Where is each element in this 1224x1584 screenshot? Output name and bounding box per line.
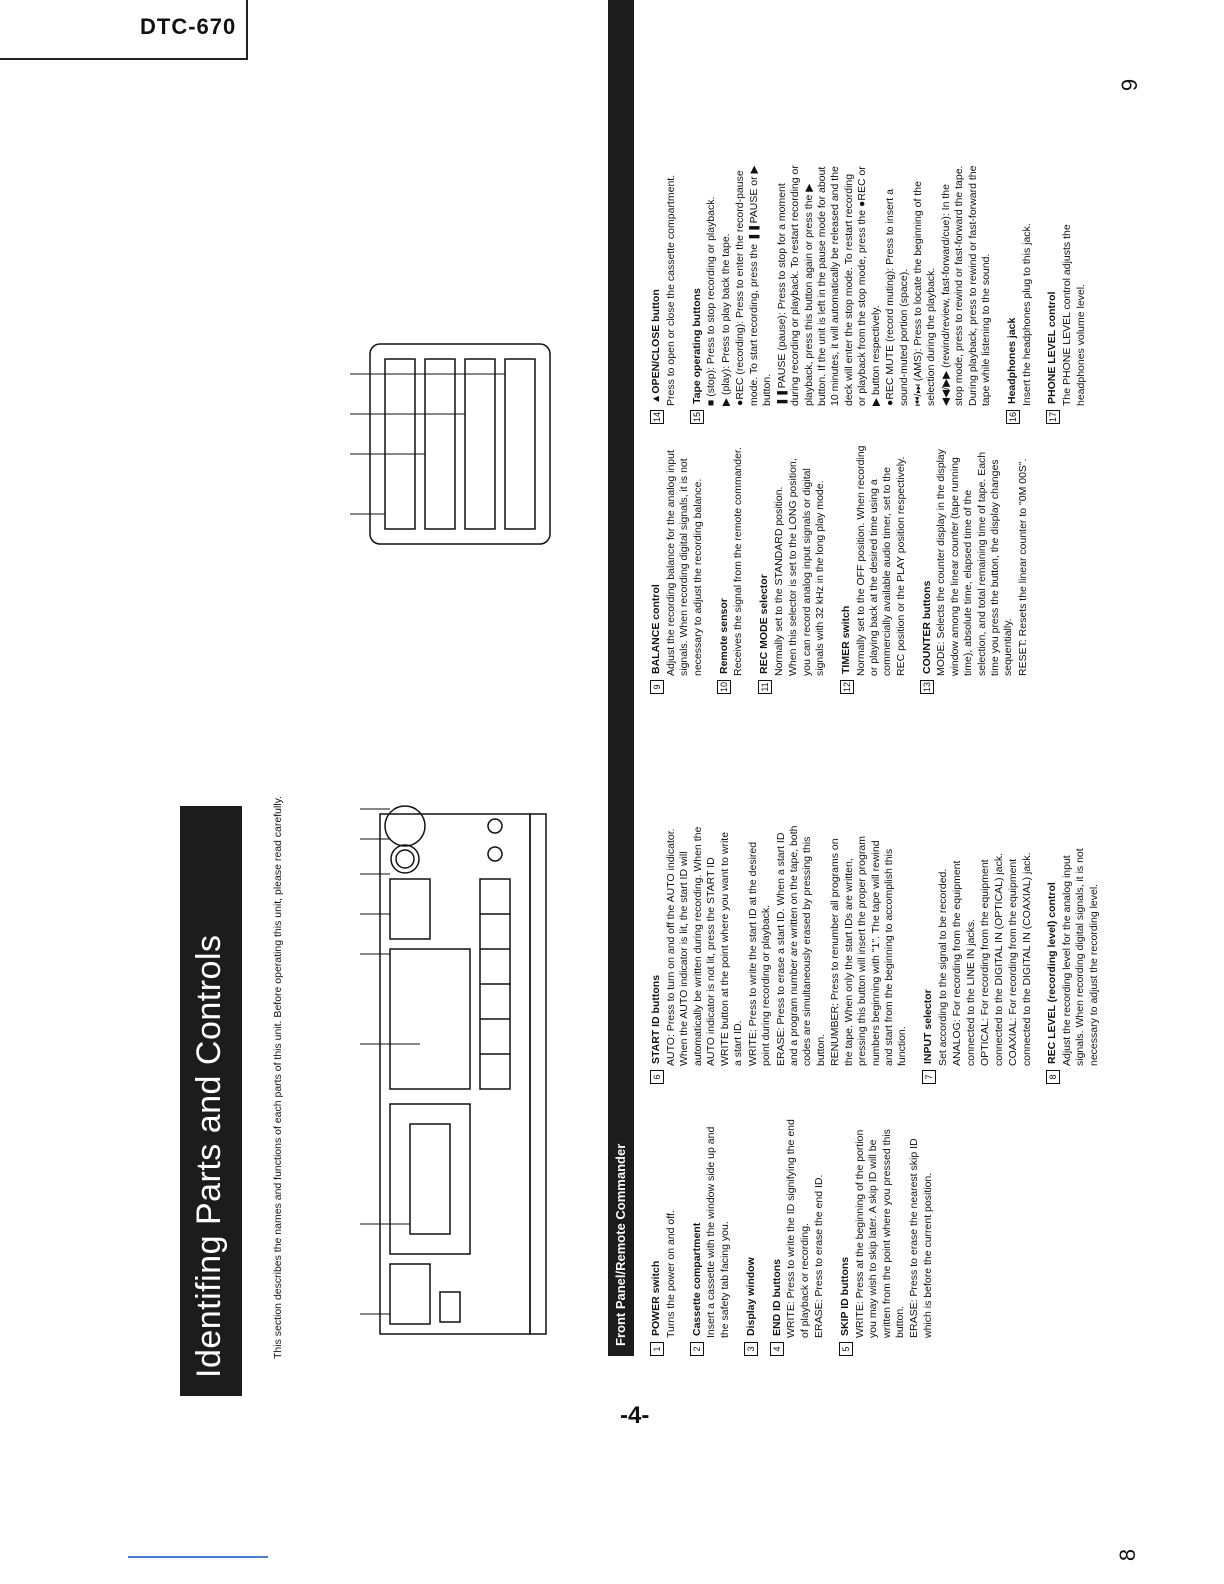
item-text: Adjust the recording balance for the analog input signals. When recording digital signals, it is not necessary to adjust the recording balance. xyxy=(665,450,704,676)
item-heading xyxy=(1046,824,1060,1084)
item-title: REC LEVEL (recording level) control xyxy=(1046,882,1059,1064)
item-text: Insert a cassette with the window side up and the safety tab facing you. xyxy=(705,1126,731,1338)
power-switch-area xyxy=(390,1264,430,1324)
item-text: ■ (stop): Press to stop recording or playback. xyxy=(705,196,718,406)
item-title: INPUT selector xyxy=(922,989,935,1064)
item-text: ❚❚PAUSE (pause): Press to stop for a moment during recording or playback. To restart recording or playback, press this button again or press the ▶ button. If the unit is left in the pause mode for about 10 minutes, it will automatically be released and the deck will enter the stop mode. To restart recording or playback from the stop mode, press the ●REC or ▶ button respectively. xyxy=(775,165,882,406)
item-heading xyxy=(650,1116,664,1356)
headphones-jack xyxy=(488,847,502,861)
phone-level-control xyxy=(488,819,502,833)
item-heading xyxy=(840,444,854,694)
item-13 xyxy=(920,444,1030,694)
item-text: ERASE: Press to erase the nearest skip ID which is before the current position. xyxy=(908,1138,934,1338)
item-title: Remote sensor xyxy=(717,598,730,674)
item-heading xyxy=(690,164,704,424)
item-title: END ID buttons xyxy=(770,1259,783,1336)
item-17 xyxy=(1046,164,1088,424)
item-text: MODE: Selects the counter display in the display window among the linear counter (tape running time), absolute time, elapsed time of the selection, and total remaining time of tape. Each time you press the button, the display changes sequentially. xyxy=(935,448,1015,676)
item-heading xyxy=(650,824,664,1084)
item-text: ●REC MUTE (record muting): Press to insert a sound-muted portion (space). xyxy=(884,189,910,406)
item-title: TIMER switch xyxy=(839,605,852,674)
item-number: 12 xyxy=(841,682,852,693)
item-text: Turns the power on and off. xyxy=(665,1210,677,1338)
item-heading xyxy=(650,164,664,424)
item-number: 16 xyxy=(1007,412,1018,423)
item-10 xyxy=(717,444,745,694)
item-heading xyxy=(1006,164,1020,424)
item-text: AUTO: Press to turn on and off the AUTO indicator. When the AUTO indicator is lit, the start ID will automatically be written during recording. When the AUTO indicator is not lit, press the START ID WRITE button at the point where you want to write a start ID. xyxy=(665,826,745,1066)
page-number-right: 9 xyxy=(1117,78,1143,92)
item-8 xyxy=(1046,824,1101,1084)
page-number-left: 8 xyxy=(1115,1548,1141,1562)
item-text: ERASE: Press to erase a start ID. When a start ID and a program number are written on the tape, both codes are simultaneously erased by pressing this button. xyxy=(774,825,827,1066)
item-text: WRITE: Press to write the start ID at the desired point during recording or playback. xyxy=(746,841,773,1066)
item-title: Tape operating buttons xyxy=(690,288,703,404)
rec-level-knob xyxy=(391,845,419,873)
item-title: SKIP ID buttons xyxy=(838,1256,851,1336)
item-heading xyxy=(839,1116,853,1356)
item-16 xyxy=(1006,164,1034,424)
item-12 xyxy=(840,444,909,694)
item-text: ANALOG: For recording from the equipment connected to the LINE IN jacks. xyxy=(951,860,977,1066)
item-number: 13 xyxy=(922,682,933,693)
page-number-center: -4- xyxy=(620,1402,650,1429)
item-title: BALANCE control xyxy=(650,584,663,674)
item-15 xyxy=(690,164,993,424)
section-title: Front Panel/Remote Commander xyxy=(613,1143,628,1346)
item-text: Insert the headphones plug to this jack. xyxy=(1020,223,1033,406)
front-panel-diagram xyxy=(330,794,560,1374)
item-text: Normally set to the OFF position. When recording or playing back at the desired time using a commercially available audio timer, set to the REC position or the PLAY position respectively. xyxy=(854,445,907,676)
item-4 xyxy=(770,1116,826,1356)
item-number: 6 xyxy=(650,1070,664,1084)
item-number: 7 xyxy=(922,1070,936,1084)
item-text: ●REC (recording): Press to enter the record-pause mode. To start recording, press the ❚❚PAUSE or ▶ button. xyxy=(734,165,774,406)
item-text: Press to open or close the cassette compartment. xyxy=(665,174,677,406)
cassette-compartment xyxy=(390,1104,470,1254)
item-number: 15 xyxy=(692,412,703,423)
item-number: 14 xyxy=(652,412,662,423)
item-number: 10 xyxy=(719,682,730,693)
item-heading xyxy=(744,1116,758,1356)
item-heading xyxy=(650,444,664,694)
item-text: ◀◀/▶▶ (rewind/review, fast-forward/cue): In the stop mode, press to rewind or fast-forward the tape. During playback, press to rewind or fast-forward the tape while listening to the sound. xyxy=(939,165,993,406)
item-title: Cassette compartment xyxy=(690,1222,703,1336)
item-title: REC MODE selector xyxy=(758,574,771,674)
display-window xyxy=(390,949,470,1089)
item-9 xyxy=(650,444,705,694)
item-heading xyxy=(717,444,731,694)
section-bar-front xyxy=(608,606,634,1356)
column-1 xyxy=(650,1116,947,1356)
item-title: PHONE LEVEL control xyxy=(1046,291,1059,404)
item-text: WRITE: Press to write the ID signifying the end of playback or recording. xyxy=(785,1119,811,1338)
item-heading xyxy=(922,824,936,1084)
item-heading xyxy=(690,1116,704,1356)
item-text: RENUMBER: Press to renumber all programs on the tape. When only the start IDs are written, pressing this button will insert the proper program numbers beginning with "1". The tape will rewind and start from the beginning to accomplish this function. xyxy=(829,836,909,1066)
item-title: POWER switch xyxy=(650,1260,663,1336)
item-heading xyxy=(770,1116,784,1356)
item-number: 2 xyxy=(690,1342,704,1356)
item-heading xyxy=(758,444,772,694)
item-11 xyxy=(758,444,828,694)
item-text: ERASE: Press to erase the end ID. xyxy=(813,1174,826,1338)
model-number: DTC-670 xyxy=(140,14,237,39)
page-title: Identifing Parts and Controls xyxy=(190,934,228,1378)
item-number: 8 xyxy=(1046,1070,1060,1084)
column-3 xyxy=(650,444,1042,694)
item-2 xyxy=(690,1116,732,1356)
item-1 xyxy=(650,1116,678,1356)
item-title: Display window xyxy=(744,1257,757,1336)
item-title: COUNTER buttons xyxy=(920,580,933,674)
id-buttons xyxy=(390,879,430,939)
item-number: 17 xyxy=(1048,412,1059,423)
item-title: ▲OPEN/CLOSE button xyxy=(650,289,663,404)
item-text: OPTICAL: For recording from the equipment connected to the DIGITAL IN (OPTICAL) jack. xyxy=(979,853,1005,1066)
item-text: ⏮/⏭ (AMS): Press to locate the beginning of the selection during the playback. xyxy=(912,181,938,406)
item-text: Receives the signal from the remote commander. xyxy=(732,447,745,676)
item-number: 5 xyxy=(839,1342,853,1356)
item-5 xyxy=(839,1116,936,1356)
item-text: The PHONE LEVEL control adjusts the headphones volume level. xyxy=(1061,224,1087,406)
item-heading xyxy=(920,444,934,694)
item-6 xyxy=(650,824,910,1084)
item-7 xyxy=(922,824,1034,1084)
item-text: When this selector is set to the LONG position, you can record analog input signals or digital signals with 32 kHz in the long play mode. xyxy=(787,458,827,676)
item-number: 3 xyxy=(744,1342,758,1356)
item-text: ▶ (play): Press to play back the tape. xyxy=(719,233,732,406)
item-text: COAXIAL: For recording from the equipment connected to the DIGITAL IN (COAXIAL) jack. xyxy=(1007,852,1033,1066)
remote-commander-diagram xyxy=(330,304,570,584)
item-text: RESET: Resets the linear counter to "0M 00S". xyxy=(1016,458,1029,676)
page-title-bar xyxy=(180,806,242,1396)
item-title: Headphones jack xyxy=(1005,317,1018,404)
item-title: START ID buttons xyxy=(650,974,663,1064)
item-number: 9 xyxy=(650,680,664,694)
column-2 xyxy=(650,824,1113,1084)
section-bar-right xyxy=(608,0,634,696)
item-number: 11 xyxy=(758,680,772,694)
column-4 xyxy=(650,164,1100,424)
deck-body-outline xyxy=(380,814,530,1334)
item-number: 4 xyxy=(770,1342,784,1356)
intro-text: This section describes the names and functions of each parts of this unit. Before operating this unit, please read carefully. xyxy=(272,795,284,1359)
item-text: Set according to the signal to be recorded. xyxy=(936,868,949,1066)
item-heading xyxy=(1046,164,1060,424)
balance-knob xyxy=(385,806,425,846)
item-number: 1 xyxy=(650,1342,664,1356)
item-text: WRITE: Press at the beginning of the portion you may wish to skip later. A skip ID will be written from the point where you pressed this button. xyxy=(853,1129,906,1338)
item-14 xyxy=(650,164,678,424)
item-3 xyxy=(744,1116,758,1356)
item-text: Adjust the recording level for the analog input signals. When recording digital signals, it is not necessary to adjust the recording level. xyxy=(1060,848,1100,1066)
item-text: Normally set to the STANDARD position. xyxy=(772,486,785,676)
